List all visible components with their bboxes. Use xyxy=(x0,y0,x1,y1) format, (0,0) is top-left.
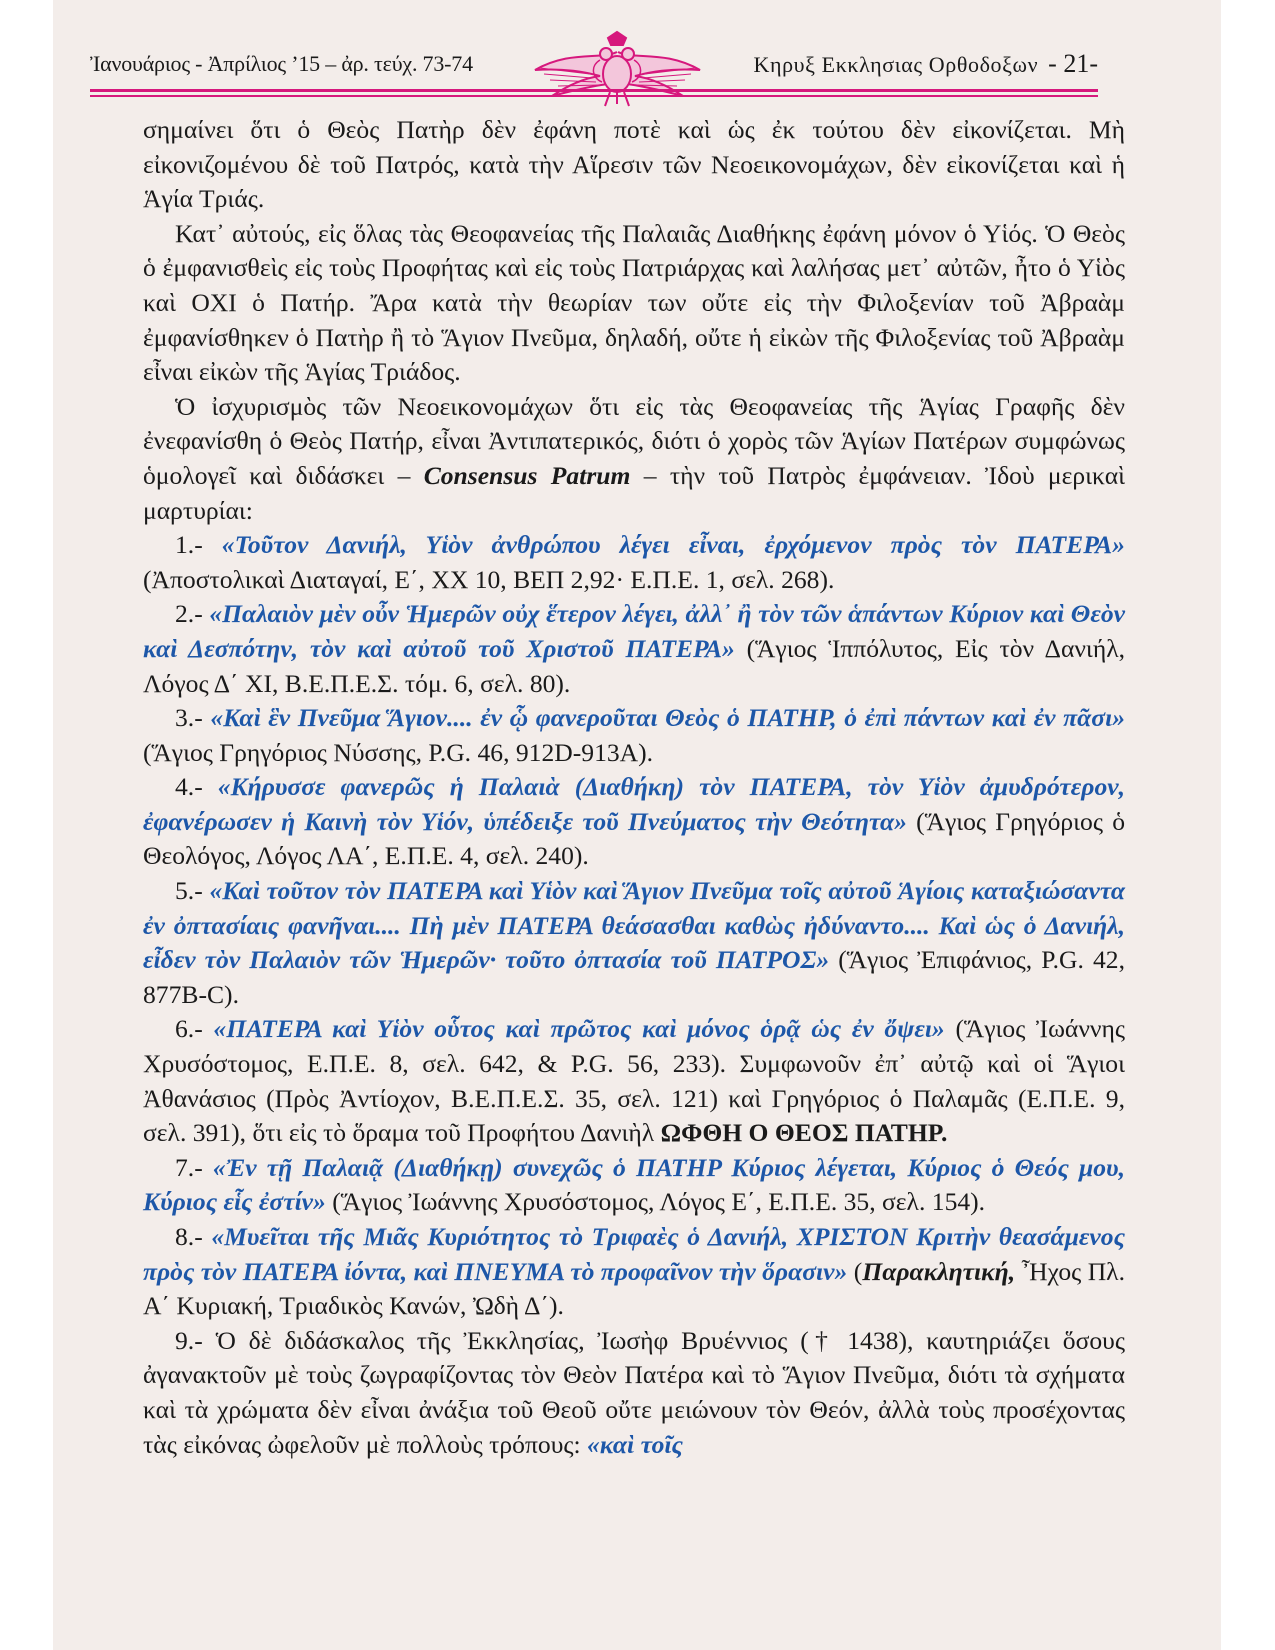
quote: «Μυεῖται τῆς Μιᾶς Κυριότητος τὸ Τριφαὲς ὁ Δανιήλ, ΧΡΙΣΤΟΝ Κριτὴν θεασάμενος πρὸς τὸν ΠΑΤΕΡΑ ἰόντα, καὶ ΠΝΕΥΜΑ τὸ προφαῖνον τὴν ὅρασιν» xyxy=(143,1222,1125,1286)
quote: «καὶ τοῖς xyxy=(587,1429,683,1459)
article-body xyxy=(143,113,1125,1462)
header-rule-thin xyxy=(90,95,1098,97)
testimony-4: 4.- «Κήρυσσε φανερῶς ἡ Παλαιὰ (Διαθήκη) τὸν ΠΑΤΕΡΑ, τὸν Υἱὸν ἀμυδρότερον, ἐφανέρωσεν ἡ Καινὴ τὸν Υἱόν, ὑπέδειξε τοῦ Πνεύματος τὴν Θεότητα» (Ἅγιος Γρηγόριος ὁ Θεολόγος, Λόγος ΛΑ΄, Ε.Π.Ε. 4, σελ. 240). xyxy=(143,772,1125,871)
quote: «ΠΑΤΕΡΑ καὶ Υἱὸν οὗτος καὶ πρῶτος καὶ μόνος ὁρᾷ ὡς ἐν ὄψει» xyxy=(213,1014,945,1044)
paragraph: σημαίνει ὅτι ὁ Θεὸς Πατὴρ δὲν ἐφάνη ποτὲ καὶ ὡς ἐκ τούτου δὲν εἰκονίζεται. Μὴ εἰκονιζομένου δὲ τοῦ Πατρός, κατὰ τὴν Αἵρεσιν τῶν Νεοεικονομάχων, δὲν εἰκονίζεται καὶ ἡ Ἁγία Τριάς. xyxy=(143,115,1125,214)
source: (Ἅγιος Γρηγόριος Νύσσης, P.G. 46, 912D-913Α). xyxy=(143,737,654,767)
testimony-2: 2.- «Παλαιὸν μὲν οὖν Ἡμερῶν οὐχ ἕτερον λέγει, ἀλλ᾽ ἢ τὸν τῶν ἁπάντων Κύριον καὶ Θεὸν καὶ Δεσπότην, τὸν καὶ αὐτοῦ τοῦ Χριστοῦ ΠΑΤΕΡΑ» (Ἅγιος Ἱππόλυτος, Εἰς τὸν Δανιήλ, Λόγος Δ΄ XI, Β.Ε.Π.Ε.Σ. τόμ. 6, σελ. 80). xyxy=(143,599,1126,698)
source: (Ἅγιος Ἱππόλυτος, Εἰς τὸν Δανιήλ, Λόγος Δ΄ XI, Β.Ε.Π.Ε.Σ. τόμ. 6, σελ. 80). xyxy=(143,633,1126,698)
testimony-7: 7.- «Ἐν τῇ Παλαιᾷ (Διαθήκῃ) συνεχῶς ὁ ΠΑΤΗΡ Κύριος λέγεται, Κύριος ὁ Θεός μου, Κύριος εἷς ἐστίν» (Ἅγιος Ἰωάννης Χρυσόστομος, Λόγος Ε΄, Ε.Π.Ε. 35, σελ. 154). xyxy=(143,1152,1125,1217)
emphasis: ΩΦΘΗ Ο ΘΕΟΣ ΠΑΤΗΡ. xyxy=(660,1118,948,1148)
quote: «Καὶ τοῦτον τὸν ΠΑΤΕΡΑ καὶ Υἱὸν καὶ Ἅγιον Πνεῦμα τοῖς αὐτοῦ Ἁγίοις καταξιώσαντα ἐν ὀπτασίαις φανῆναι.... Πὴ μὲν ΠΑΤΕΡΑ θεάσασθαι καθὼς ἠδύναντο.... Καὶ ὡς ὁ Δανιήλ, εἶδεν τὸν Παλαιὸν τῶν Ἡμερῶν· τοῦτο ὀπτασία τοῦ ΠΑΤΡΟΣ» xyxy=(143,876,1125,975)
double-headed-eagle-icon xyxy=(530,30,705,110)
issue-info: Ἰανουάριος - Ἀπρίλιος ’15 – ἀρ. τεύχ. 73-74 xyxy=(90,51,473,76)
quote: «Καὶ ἓν Πνεῦμα Ἅγιον.... ἐν ᾧ φανεροῦται Θεὸς ὁ ΠΑΤΗΡ, ὁ ἐπὶ πάντων καὶ ἐν πᾶσι» xyxy=(210,703,1125,733)
quote: «Παλαιὸν μὲν οὖν Ἡμερῶν οὐχ ἕτερον λέγει, ἀλλ᾽ ἢ τὸν τῶν ἁπάντων Κύριον καὶ Θεὸν καὶ Δεσπότην, τὸν καὶ αὐτοῦ τοῦ Χριστοῦ ΠΑΤΕΡΑ» xyxy=(143,599,1125,663)
testimony-9: 9.- Ὁ δὲ διδάσκαλος τῆς Ἐκκλησίας, Ἰωσὴφ Βρυέννιος († 1438), καυτηριάζει ὅσους ἀγανακτοῦν μὲ τοὺς ζωγραφίζοντας τὸν Θεὸν Πατέρα καὶ τὸ Ἅγιον Πνεῦμα, διότι τὰ σχήματα καὶ τὰ χρώματα δὲν εἶναι ἀνάξια τοῦ Θεοῦ οὔτε μειώνουν τὸν Θεόν, ἀλλὰ τοὺς προσέχοντας τὰς εἰκόνας ὠφελοῦν μὲ πολλοὺς τρόπους: «καὶ τοῖς xyxy=(143,1325,1125,1459)
paragraph: Ὁ ἰσχυρισμὸς τῶν Νεοεικονομάχων ὅτι εἰς τὰς Θεοφανείας τῆς Ἁγίας Γραφῆς δὲν ἐνεφανίσθη ὁ Θεὸς Πατήρ, εἶναι Ἀντιπατερικός, διότι ὁ χορὸς τῶν Ἁγίων Πατέρων συμφώνως ὁμολογεῖ καὶ διδάσκει – Consensus Patrum – τὴν τοῦ Πατρὸς ἐμφάνειαν. Ἰδοὺ μερικαὶ μαρτυρίαι: xyxy=(143,391,1126,525)
source: (Ἅγιος Ἐπιφάνιος, P.G. 42, 877B-C). xyxy=(143,945,1125,1009)
journal-title xyxy=(753,49,1098,79)
source: (Ἀποστολικαὶ Διαταγαί, Ε΄, ΧΧ 10, ΒΕΠ 2,92· Ε.Π.Ε. 1, σελ. 268). xyxy=(143,564,835,594)
testimony-8: 8.- «Μυεῖται τῆς Μιᾶς Κυριότητος τὸ Τριφαὲς ὁ Δανιήλ, ΧΡΙΣΤΟΝ Κριτὴν θεασάμενος πρὸς τὸν ΠΑΤΕΡΑ ἰόντα, καὶ ΠΝΕΥΜΑ τὸ προφαῖνον τὴν ὅρασιν» (Παρακλητική, Ἦχος Πλ. Α΄ Κυριακή, Τριαδικὸς Κανών, Ὠδὴ Δ΄). xyxy=(143,1222,1125,1321)
header-rule xyxy=(90,89,1098,92)
paragraph: Κατ᾽ αὐτούς, εἰς ὅλας τὰς Θεοφανείας τῆς Παλαιᾶς Διαθήκης ἐφάνη μόνον ὁ Υἱός. Ὁ Θεὸς ὁ ἐμφανισθεὶς εἰς τοὺς Προφήτας καὶ εἰς τοὺς Πατριάρχας καὶ λαλήσας μετ᾽ αὐτῶν, ἦτο ὁ Υἱὸς καὶ ΟΧΙ ὁ Πατήρ. Ἄρα κατὰ τὴν θεωρίαν των οὔτε εἰς τὴν Φιλοξενίαν τοῦ Ἀβραὰμ ἐμφανίσθηκεν ὁ Πατὴρ ἢ τὸ Ἅγιον Πνεῦμα, δηλαδή, οὔτε ἡ εἰκὼν τῆς Φιλοξενίας τοῦ Ἀβραὰμ εἶναι εἰκὼν τῆς Ἁγίας Τριάδος. xyxy=(143,218,1125,387)
source: (Ἅγιος Ἰωάννης Χρυσόστομος, Ε.Π.Ε. 8, σελ. 642, & P.G. 56, 233). Συμφωνοῦν ἐπ᾽ αὐτῷ καὶ οἱ Ἅγιοι Ἀθανάσιος (Πρὸς Ἀντίοχον, Β.Ε.Π.Ε.Σ. 35, σελ. 121) καὶ Γρηγόριος ὁ Παλαμᾶς (Ε.Π.Ε. 9, σελ. 391), ὅτι εἰς τὸ ὅραμα τοῦ Προφήτου Δανιὴλ xyxy=(143,1014,1125,1148)
testimony-3: 3.- «Καὶ ἓν Πνεῦμα Ἅγιον.... ἐν ᾧ φανεροῦται Θεὸς ὁ ΠΑΤΗΡ, ὁ ἐπὶ πάντων καὶ ἐν πᾶσι» (Ἅγιος Γρηγόριος Νύσσης, P.G. 46, 912D-913Α). xyxy=(143,703,1125,767)
latin-term: Consensus Patrum xyxy=(423,460,631,490)
source: Ἦχος Πλ. Α΄ Κυριακή, Τριαδικὸς Κανών, Ὠδὴ Δ΄). xyxy=(143,1256,1125,1321)
quote: «Ἐν τῇ Παλαιᾷ (Διαθήκῃ) συνεχῶς ὁ ΠΑΤΗΡ Κύριος λέγεται, Κύριος ὁ Θεός μου, Κύριος εἷς ἐστίν» xyxy=(143,1152,1125,1217)
testimony-5: 5.- «Καὶ τοῦτον τὸν ΠΑΤΕΡΑ καὶ Υἱὸν καὶ Ἅγιον Πνεῦμα τοῖς αὐτοῦ Ἁγίοις καταξιώσαντα ἐν ὀπτασίαις φανῆναι.... Πὴ μὲν ΠΑΤΕΡΑ θεάσασθαι καθὼς ἠδύναντο.... Καὶ ὡς ὁ Δανιήλ, εἶδεν τὸν Παλαιὸν τῶν Ἡμερῶν· τοῦτο ὀπτασία τοῦ ΠΑΤΡΟΣ» (Ἅγιος Ἐπιφάνιος, P.G. 42, 877B-C). xyxy=(143,876,1125,1009)
testimony-6: 6.- «ΠΑΤΕΡΑ καὶ Υἱὸν οὗτος καὶ πρῶτος καὶ μόνος ὁρᾷ ὡς ἐν ὄψει» (Ἅγιος Ἰωάννης Χρυσόστομος, Ε.Π.Ε. 8, σελ. 642, & P.G. 56, 233). Συμφωνοῦν ἐπ᾽ αὐτῷ καὶ οἱ Ἅγιοι Ἀθανάσιος (Πρὸς Ἀντίοχον, Β.Ε.Π.Ε.Σ. 35, σελ. 121) καὶ Γρηγόριος ὁ Παλαμᾶς (Ε.Π.Ε. 9, σελ. 391), ὅτι εἰς τὸ ὅραμα τοῦ Προφήτου Δανιὴλ ΩΦΘΗ Ο ΘΕΟΣ ΠΑΤΗΡ. xyxy=(143,1014,1125,1148)
quote: «Κήρυσσε φανερῶς ἡ Παλαιὰ (Διαθήκη) τὸν ΠΑΤΕΡΑ, τὸν Υἱὸν ἀμυδρότερον, ἐφανέρωσεν ἡ Καινὴ τὸν Υἱόν, ὑπέδειξε τοῦ Πνεύματος τὴν Θεότητα» xyxy=(143,772,1125,836)
quote: «Τοῦτον Δανιήλ, Υἱὸν ἀνθρώπου λέγει εἶναι, ἐρχόμενον πρὸς τὸν ΠΑΤΕΡΑ» xyxy=(221,530,1125,560)
book-title: Παρακλητική, xyxy=(862,1256,1016,1286)
source: (Ἅγιος Ἰωάννης Χρυσόστομος, Λόγος Ε΄, Ε.Π.Ε. 35, σελ. 154). xyxy=(332,1187,986,1217)
page-number: - 21- xyxy=(1048,49,1098,78)
journal-name: Κηρυξ Εκκλησιας Ορθοδοξων xyxy=(753,52,1039,77)
source: (Ἅγιος Γρηγόριος ὁ Θεολόγος, Λόγος ΛΑ΄, Ε.Π.Ε. 4, σελ. 240). xyxy=(143,806,1125,871)
testimony-1: 1.- «Τοῦτον Δανιήλ, Υἱὸν ἀνθρώπου λέγει εἶναι, ἐρχόμενον πρὸς τὸν ΠΑΤΕΡΑ» (Ἀποστολικαὶ Διαταγαί, Ε΄, ΧΧ 10, ΒΕΠ 2,92· Ε.Π.Ε. 1, σελ. 268). xyxy=(143,530,1125,594)
